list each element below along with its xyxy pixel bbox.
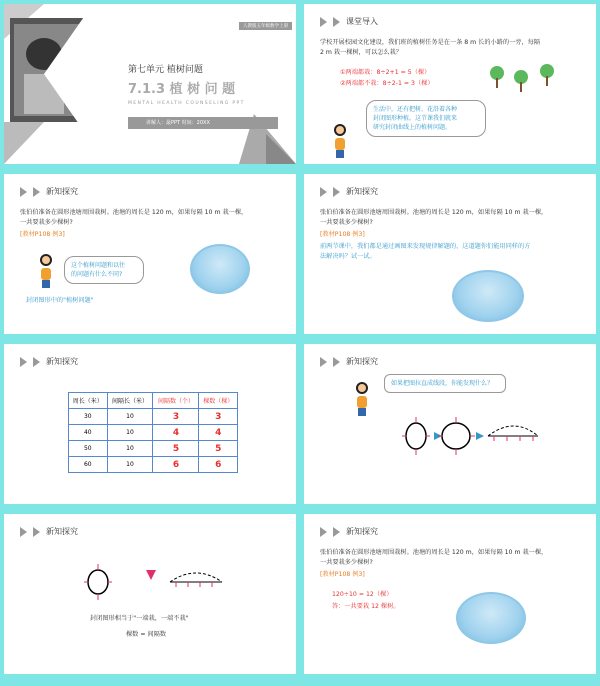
header-title: 新知探究: [346, 357, 378, 366]
table-cell: 10: [107, 409, 153, 425]
slide-conclusion[interactable]: [4, 514, 296, 674]
chevron-right-icon: [333, 527, 340, 537]
slide-cover[interactable]: [4, 4, 296, 164]
table-cell: 6: [153, 457, 199, 473]
table-cell: 6: [199, 457, 238, 473]
table-row: [69, 457, 238, 473]
cover-title: 7.1.3 植 树 问 题: [128, 82, 236, 97]
header-title: 课堂导入: [346, 17, 378, 26]
table-cell: 40: [69, 425, 108, 441]
chevron-right-icon: [33, 187, 40, 197]
prompt-line-2: 法解决吗？试一试。: [320, 253, 376, 260]
table-cell: 10: [107, 457, 153, 473]
header-title: 新知探究: [46, 527, 78, 536]
answer-2: ②两端都不栽：8÷2-1 = 3（棵）: [340, 80, 434, 87]
question-line-1: 学校开展校园文化建设，我们班的植树任务是在一条 8 m 长的小路的一旁，每隔: [320, 39, 541, 46]
pond-illustration: [190, 244, 250, 294]
question-line-2: 一共要栽多少棵树?: [20, 219, 73, 226]
straighten-diagram: [304, 344, 596, 504]
table-row: [69, 409, 238, 425]
slide-header: [20, 356, 78, 367]
table-row: [69, 441, 238, 457]
header-title: 新知探究: [346, 187, 378, 196]
slide-table[interactable]: [4, 344, 296, 504]
question-line-2: 一共要栽多少棵树?: [320, 219, 373, 226]
chevron-right-icon: [320, 17, 327, 27]
chevron-right-icon: [33, 357, 40, 367]
col-header: 间隔数（个）: [153, 393, 199, 409]
answer: 答：一共要栽 12 棵树。: [332, 603, 400, 610]
question-line-2: 一共要栽多少棵树?: [320, 559, 373, 566]
table-cell: 5: [199, 441, 238, 457]
note-text: 封闭图形中的"植树问题": [26, 297, 94, 304]
header-title: 新知探究: [46, 357, 78, 366]
answer-1: ①两端都栽：8÷2+1 = 5（棵）: [340, 69, 431, 76]
header-title: 新知探究: [46, 187, 78, 196]
prompt-line-1: 前两节课中，我们都是通过画图来发现规律解题的，这道题你们能用同样的方: [320, 243, 531, 250]
arrow-right-icon: [476, 432, 484, 440]
cover-meta: 讲解人：最PPT 时间：20XX: [128, 117, 278, 129]
cover-unit: 第七单元 植树问题: [128, 65, 203, 75]
slide-header: [20, 186, 78, 197]
cover-tag: 人教版五年级数学上册: [239, 22, 292, 30]
slide-explore-2[interactable]: [304, 174, 596, 334]
conclusion-diagram: [4, 514, 296, 674]
table-cell: 3: [199, 409, 238, 425]
table-cell: 10: [107, 441, 153, 457]
chevron-right-icon: [320, 527, 327, 537]
col-header: 周长（米）: [69, 393, 108, 409]
textbook-ref: [教材P108 例3]: [320, 571, 365, 578]
table-header-row: [69, 393, 238, 409]
table-cell: 5: [153, 441, 199, 457]
arrow-down-icon: [146, 570, 156, 580]
chevron-right-icon: [320, 187, 327, 197]
col-header: 棵数（棵）: [199, 393, 238, 409]
table-cell: 10: [107, 425, 153, 441]
table-cell: 4: [199, 425, 238, 441]
slide-intro[interactable]: [304, 4, 596, 164]
table-cell: 50: [69, 441, 108, 457]
slide-explore-1[interactable]: [4, 174, 296, 334]
pond-illustration: [452, 270, 524, 322]
conclusion-line-2: 棵数 = 间隔数: [126, 631, 167, 638]
slide-header: [320, 186, 378, 197]
speech-bubble: 如果把图拉直成线段，你能发现什么？: [384, 374, 506, 393]
table-cell: 3: [153, 409, 199, 425]
conclusion-line-1: 封闭图形相当于"一端栽，一端不栽": [90, 615, 189, 622]
header-title: 新知探究: [346, 527, 378, 536]
table-cell: 60: [69, 457, 108, 473]
chevron-right-icon: [20, 357, 27, 367]
slide-solution[interactable]: [304, 514, 596, 674]
chevron-right-icon: [20, 187, 27, 197]
table-cell: 4: [153, 425, 199, 441]
slide-header: [320, 16, 378, 27]
table-cell: 30: [69, 409, 108, 425]
question-line-1: 张伯伯准备在圆形池塘周围栽树。池塘的周长是 120 m，如果每隔 10 m 栽一棵，: [20, 209, 248, 216]
speech-bubble: 生活中，还有把树、花沿着各种 封闭图形种植。这节课我们就来 研究封闭曲线上的植树问题。: [366, 100, 486, 137]
calculation: 120÷10 = 12（棵）: [332, 591, 393, 598]
pond-illustration: [456, 592, 526, 644]
chevron-right-icon: [333, 187, 340, 197]
slide-straighten[interactable]: [304, 344, 596, 504]
table-row: [69, 425, 238, 441]
question-line-2: 2 m 栽一棵树，可以怎么栽？: [320, 49, 402, 56]
question-line-1: 张伯伯准备在圆形池塘周围栽树。池塘的周长是 120 m，如果每隔 10 m 栽一棵，: [320, 209, 548, 216]
textbook-ref: [教材P108 例3]: [320, 231, 365, 238]
data-table: [68, 392, 238, 473]
speech-bubble: 这个植树问题和以往 的问题有什么不同?: [64, 256, 144, 284]
question-line-1: 张伯伯准备在圆形池塘周围栽树。池塘的周长是 120 m，如果每隔 10 m 栽一棵，: [320, 549, 548, 556]
slide-header: [320, 526, 378, 537]
col-header: 间隔长（米）: [107, 393, 153, 409]
chevron-right-icon: [333, 17, 340, 27]
cover-subtitle: MENTAL HEALTH COUNSELING PPT: [128, 101, 245, 106]
textbook-ref: [教材P108 例3]: [20, 231, 65, 238]
